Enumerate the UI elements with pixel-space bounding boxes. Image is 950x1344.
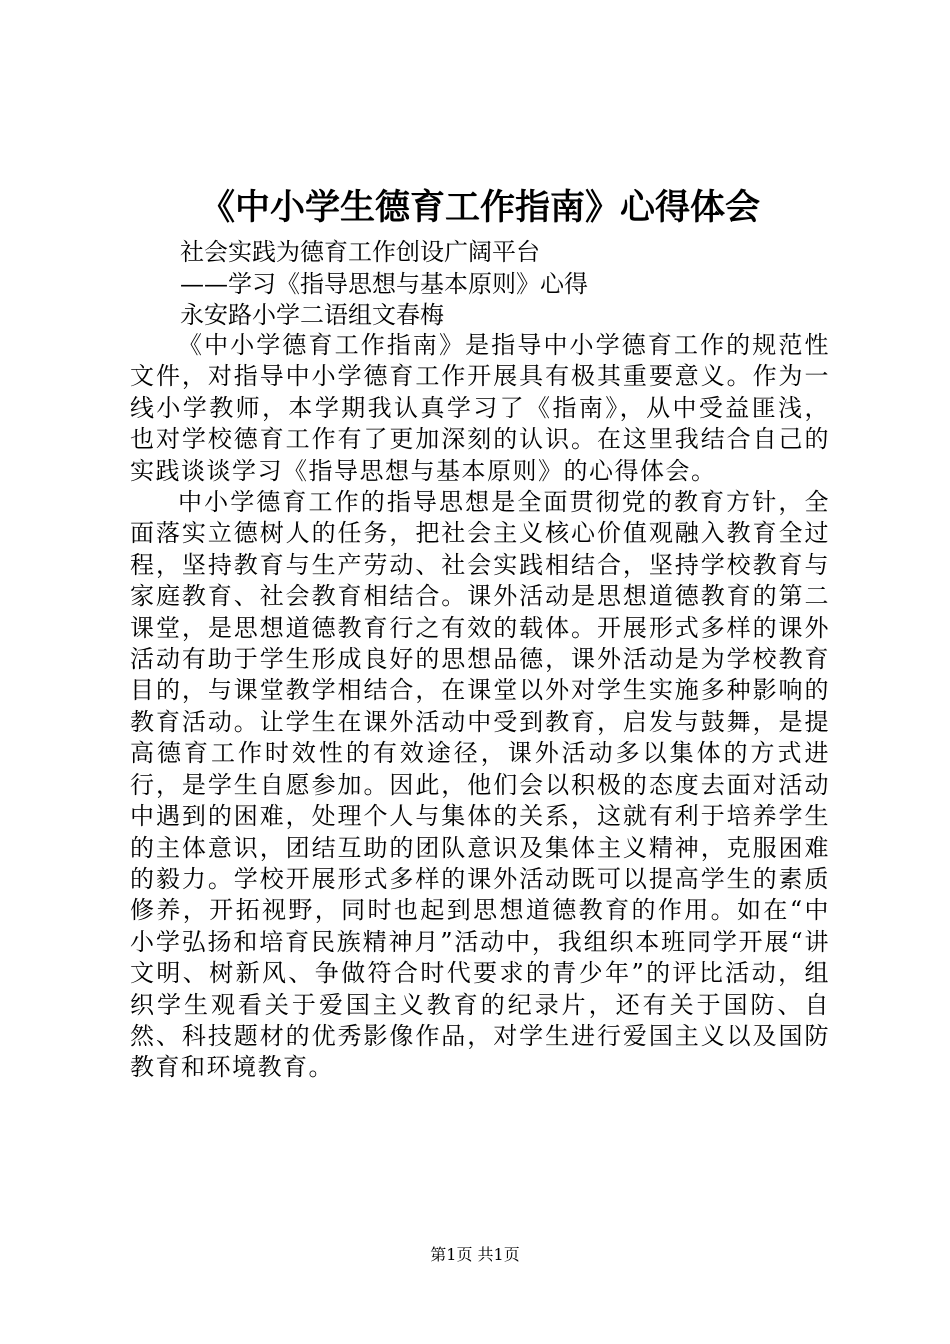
- subtitle-line: ——学习《指导思想与基本原则》心得: [180, 270, 588, 298]
- subtitle-line: 社会实践为德育工作创设广阔平台: [180, 238, 540, 266]
- body-paragraph: 中小学德育工作的指导思想是全面贯彻党的教育方针，全面落实立德树人的任务，把社会主义核心价值观融入教育全过程，坚持教育与生产劳动、社会实践相结合，坚持学校教育与家庭教育、社会教育相结合。课外活动是思想道德教育的第二课堂，是思想道德教育行之有效的载体。开展形式多样的课外活动有助于学生形成良好的思想品德，课外活动是为学校教育目的，与课堂教学相结合，在课堂以外对学生实施多种影响的教育活动。让学生在课外活动中受到教育，启发与鼓舞，是提高德育工作时效性的有效途径，课外活动多以集体的方式进行，是学生自愿参加。因此，他们会以积极的态度去面对活动中遇到的困难，处理个人与集体的关系，这就有利于培养学生的主体意识，团结互助的团队意识及集体主义精神，克服困难的毅力。学校开展形式多样的课外活动既可以提高学生的素质修养，开拓视野，同时也起到思想道德教育的作用。如在“中小学弘扬和培育民族精神月”活动中，我组织本班同学开展“讲文明、树新风、争做符合时代要求的青少年”的评比活动，组织学生观看关于爱国主义教育的纪录片，还有关于国防、自然、科技题材的优秀影像作品，对学生进行爱国主义以及国防教育和环境教育。: [130, 488, 830, 1082]
- body-paragraph: 《中小学德育工作指南》是指导中小学德育工作的规范性文件，对指导中小学德育工作开展具有极其重要意义。作为一线小学教师，本学期我认真学习了《指南》，从中受益匪浅，也对学校德育工作有了更加深刻的认识。在这里我结合自己的实践谈谈学习《指导思想与基本原则》的心得体会。: [130, 331, 830, 485]
- document-title: 《中小学生德育工作指南》心得体会: [199, 188, 760, 228]
- document-body: [130, 330, 830, 1084]
- author-line: 永安路小学二语组文春梅: [180, 301, 444, 329]
- page-number-footer: 第1页 共1页: [430, 1245, 520, 1264]
